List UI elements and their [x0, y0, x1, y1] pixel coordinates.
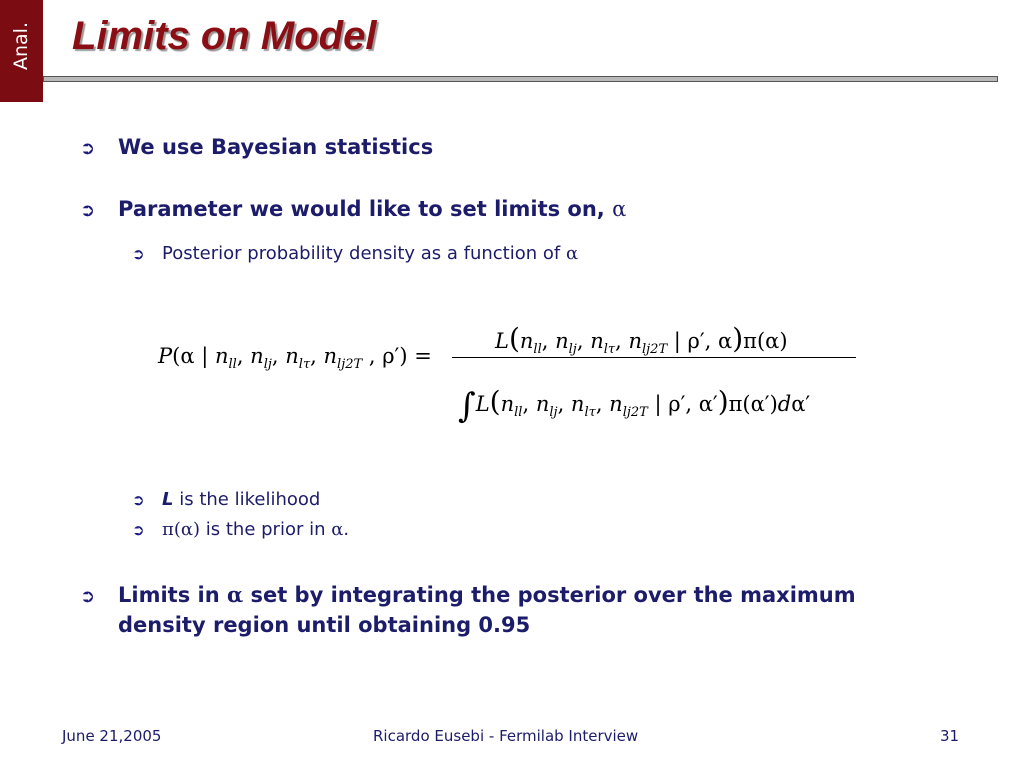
posterior-formula [150, 308, 870, 438]
bullet-text-end: . [343, 519, 350, 540]
arrow-bullet-icon: ➲ [80, 200, 96, 221]
bullet-text: is the likelihood [179, 489, 321, 510]
formula-denominator: $\int L(n_{ll}$, $n_{lj}$, $n_{l\tau}$, $n_{lj2T}$ | ρ′, α′)π(α′)dα′ [458, 385, 811, 426]
footer-date: June 21,2005 [62, 727, 162, 745]
bullet-text: is the prior in [205, 519, 326, 540]
footer-presenter: Ricardo Eusebi - Fermilab Interview [373, 727, 639, 745]
subbullet-prior [132, 519, 349, 540]
formula-numerator: $L(n_{ll}$, $n_{lj}$, $n_{l\tau}$, $n_{lj2T}$ | ρ′, α)π(α) [495, 322, 788, 358]
bullet-text: Limits in α set by integrating the posterior over the maximum density region until obtaining 0.95 [118, 582, 856, 637]
alpha-symbol: α [565, 243, 579, 264]
formula-lhs: P(α | $n_{ll}$, $n_{lj}$, $n_{l\tau}$, $n_{lj2T}$ , ρ′) = [158, 344, 432, 373]
arrow-bullet-icon: ➲ [132, 245, 145, 263]
section-tab-label: Anal. [10, 21, 32, 71]
alpha-symbol: α [612, 197, 627, 221]
subbullet-posterior [132, 243, 578, 264]
arrow-bullet-icon: ➲ [132, 521, 145, 539]
arrow-bullet-icon: ➲ [80, 138, 96, 159]
bullet-text: We use Bayesian statistics [118, 135, 434, 159]
title-divider [43, 76, 998, 82]
bullet-bayesian [80, 135, 433, 159]
bullet-text: Posterior probability density as a function of [162, 243, 561, 264]
alpha-symbol: α [226, 582, 244, 607]
slide-title: Limits on Model [72, 14, 377, 58]
arrow-bullet-icon: ➲ [132, 491, 145, 509]
bullet-text: Parameter we would like to set limits on, [118, 197, 605, 221]
likelihood-symbol: L [162, 489, 174, 510]
footer-page-number: 31 [940, 727, 960, 745]
bullet-parameter [80, 197, 626, 221]
subbullet-likelihood [132, 489, 320, 510]
prior-symbol: π(α) [162, 519, 201, 540]
fraction-bar [452, 357, 856, 358]
bullet-limits [80, 580, 878, 640]
section-tab [0, 0, 43, 102]
arrow-bullet-icon: ➲ [80, 586, 96, 607]
integral-icon: ∫ [458, 386, 476, 426]
alpha-symbol: α [331, 519, 344, 540]
